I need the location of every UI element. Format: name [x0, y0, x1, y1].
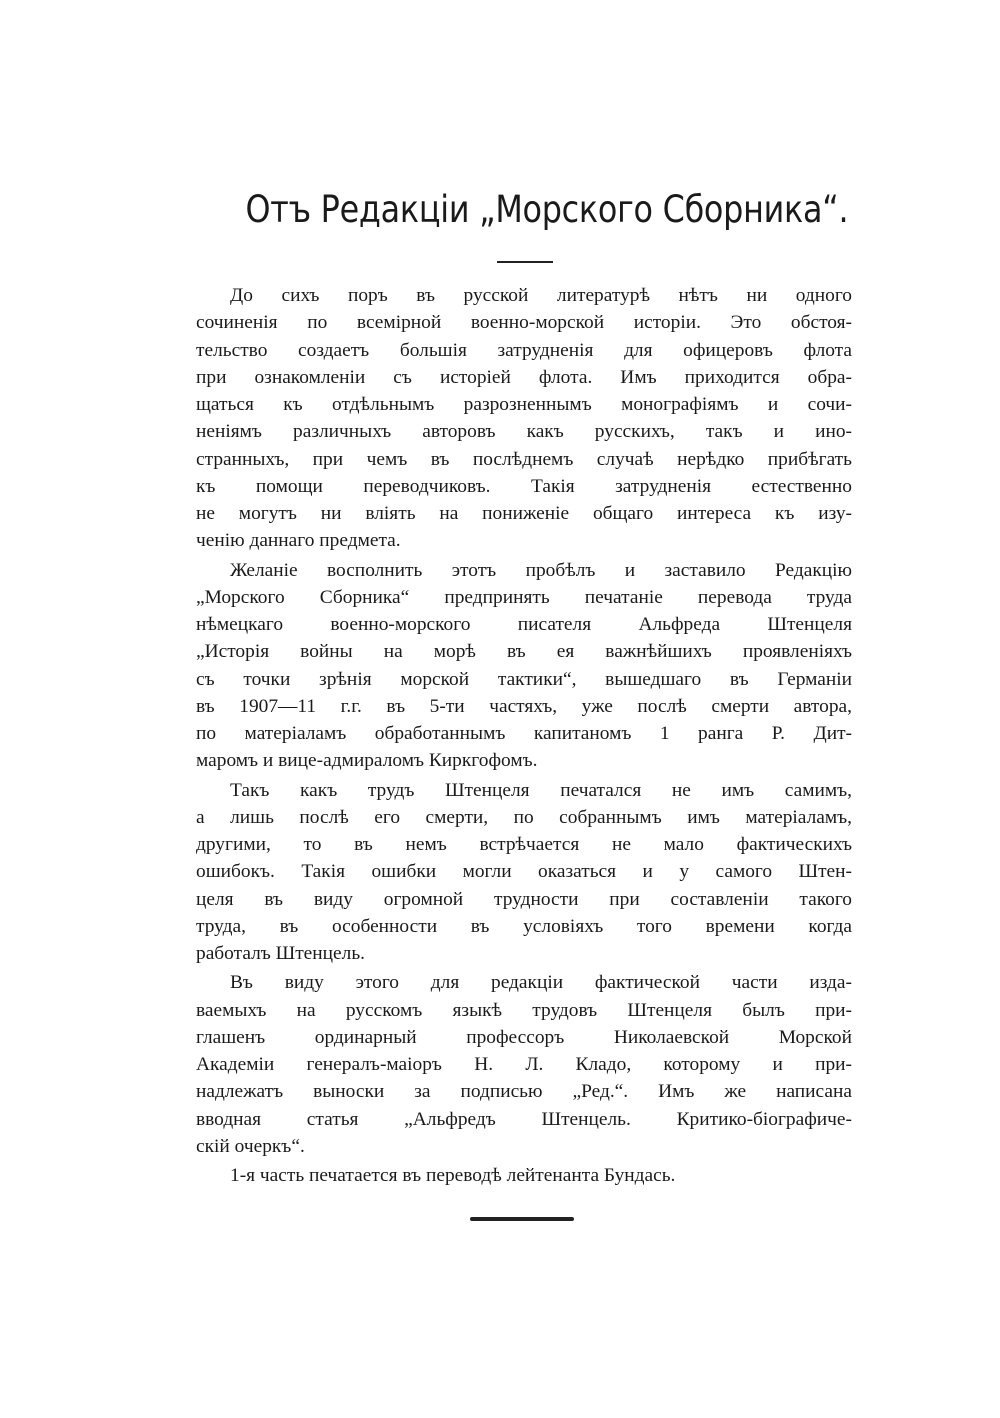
body-text	[196, 282, 852, 1189]
text-line: съ точки зрѣнія морской тактики“, вышедшаго въ Германіи	[196, 668, 852, 690]
text-line: при ознакомленіи съ исторіей флота. Имъ приходится обра-	[196, 366, 852, 388]
paragraph-3	[196, 777, 852, 968]
text-line: странныхъ, при чемъ въ послѣднемъ случаѣ нерѣдко прибѣгать	[196, 448, 852, 470]
text-line: труда, въ особенности въ условіяхъ того времени когда	[196, 915, 852, 937]
text-line: а лишь послѣ его смерти, по собраннымъ имъ матеріаламъ,	[196, 806, 852, 828]
text-line: щаться къ отдѣльнымъ разрозненнымъ монографіямъ и сочи-	[196, 394, 852, 415]
text-line: сочиненія по всемірной военно-морской исторіи. Это обстоя-	[196, 312, 852, 334]
page-title: Отъ Редакціи „Морского Сборника“.	[245, 188, 849, 231]
text-line: къ помощи переводчиковъ. Такія затрудненія естественно	[196, 475, 852, 497]
paragraph-5	[196, 1162, 852, 1189]
text-line: ченію даннаго предмета.	[196, 530, 401, 552]
closing-divider	[470, 1217, 574, 1221]
paragraph-4	[196, 969, 852, 1160]
title-divider	[497, 261, 553, 263]
text-line: Такъ какъ трудъ Штенцеля печатался не имъ самимъ,	[230, 779, 852, 801]
text-line: ошибокъ. Такія ошибки могли оказаться и у самого Штен-	[196, 861, 852, 883]
text-line: маромъ и вице-адмираломъ Киркгофомъ.	[196, 750, 538, 772]
text-line: Желаніе восполнить этотъ пробѣлъ и заставило Редакцію	[230, 559, 852, 581]
paragraph-1	[196, 282, 852, 555]
text-line: Академіи генералъ-маіоръ Н. Л. Кладо, которому и при-	[196, 1054, 852, 1075]
text-line: Въ виду этого для редакціи фактической части изда-	[230, 972, 852, 994]
text-line: въ 1907—11 г.г. въ 5-ти частяхъ, уже послѣ смерти автора,	[196, 695, 852, 717]
text-line: 1-я часть печатается въ переводѣ лейтенанта Бундась.	[230, 1165, 676, 1186]
text-line: До сихъ поръ въ русской литературѣ нѣтъ ни одного	[230, 285, 852, 306]
text-line: „Исторія войны на морѣ въ ея важнѣйшихъ проявленіяхъ	[196, 641, 852, 663]
text-line: „Морского Сборника“ предпринять печатаніе перевода труда	[196, 586, 852, 608]
text-line: неніямъ различныхъ авторовъ какъ русскихъ, такъ и ино-	[196, 421, 852, 443]
text-line: по матеріаламъ обработаннымъ капитаномъ 1 ранга Р. Дит-	[196, 723, 852, 744]
text-line: скій очеркъ“.	[196, 1135, 305, 1157]
paragraph-2	[196, 557, 852, 775]
text-line: работалъ Штенцель.	[196, 943, 366, 964]
text-line: целя въ виду огромной трудности при составленіи такого	[196, 888, 852, 910]
text-line: вводная статья „Альфредъ Штенцель. Критико-біографиче-	[196, 1108, 852, 1130]
text-line: тельство создаетъ большія затрудненія для офицеровъ флота	[196, 339, 852, 361]
text-line: ваемыхъ на русскомъ языкѣ трудовъ Штенцеля былъ при-	[196, 999, 852, 1021]
text-line: надлежатъ выноски за подписью „Ред.“. Имъ же написана	[196, 1081, 852, 1103]
text-line: нѣмецкаго военно-морского писателя Альфреда Штенцеля	[196, 614, 852, 635]
text-line: другими, то въ немъ встрѣчается не мало фактическихъ	[196, 834, 852, 855]
text-line: глашенъ ординарный профессоръ Николаевской Морской	[196, 1026, 852, 1048]
text-line: не могутъ ни вліять на пониженіе общаго интереса къ изу-	[196, 503, 852, 524]
